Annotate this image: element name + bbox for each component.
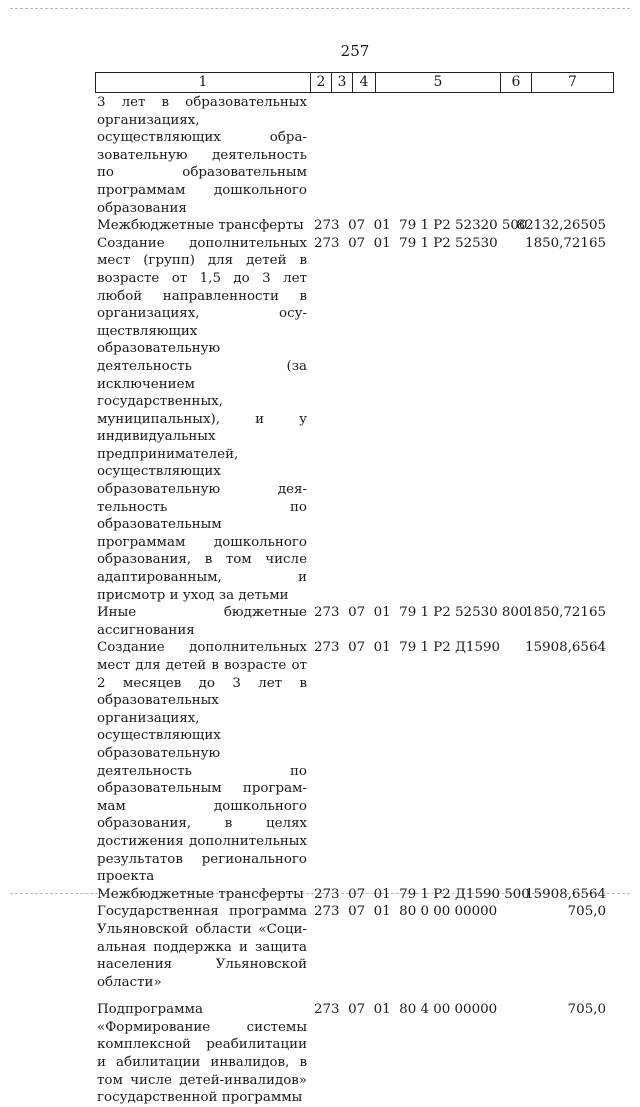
header-col-2: 2 <box>311 73 332 92</box>
table-row <box>97 94 612 217</box>
row-amount: 705,0 <box>567 1002 606 1018</box>
row-codes: 273 07 01 79 1 Р2 Д1590 <box>314 640 500 656</box>
table-row <box>97 639 612 885</box>
table-row <box>97 903 612 991</box>
row-description: Подпрограмма «Формирование системы комплексной реабилитации и абилитации инвалидов, в том числе детей-инвалидов» государственной программы <box>97 1002 307 1106</box>
row-codes: 273 07 01 79 1 Р2 52530 <box>314 235 498 251</box>
table-row <box>97 886 612 904</box>
row-amount: 705,0 <box>567 904 606 920</box>
row-spacer <box>97 991 612 1001</box>
row-description: Иные бюджетные ассигнования <box>97 605 307 638</box>
row-codes: 273 07 01 79 1 Р2 52530 800 <box>314 605 528 621</box>
header-col-5: 5 <box>376 73 501 92</box>
row-description: Межбюджетные трансферты <box>97 886 304 902</box>
row-codes: 273 07 01 80 0 00 00000 <box>314 904 498 920</box>
row-description: Межбюджетные трансферты <box>97 218 304 234</box>
header-col-6: 6 <box>501 73 532 92</box>
row-amount: 1850,72165 <box>525 605 606 621</box>
row-codes: 273 07 01 79 1 Р2 Д1590 500 <box>314 886 530 902</box>
row-description: Создание дополнительных мест (групп) для детей в возрасте от 1,5 до 3 лет любой направленности в организациях, осуществляющих образовательную деятельность (за исключением государственных, муниципальных), и у индивидуальных предпринимателей, осуществляющих образовательную деятельность по образовательным программам дошкольного образования, в том числе адаптированным, и присмотр и уход за детьми <box>97 235 307 603</box>
header-col-1: 1 <box>96 73 311 92</box>
row-description: 3 лет в образовательных организациях, осуществляющих образовательную деятельность по образовательным программам дошкольного образования <box>97 95 307 216</box>
row-codes: 273 07 01 79 1 Р2 52320 500 <box>314 218 528 234</box>
row-amount: 15908,6564 <box>525 640 606 656</box>
table-row <box>97 1001 612 1107</box>
header-col-4: 4 <box>353 73 376 92</box>
page-number: 257 <box>340 42 370 60</box>
table-header <box>95 72 614 93</box>
row-description: Государственная программа Ульяновской области «Социальная поддержка и защита населения Ульяновской области» <box>97 904 307 990</box>
table-row <box>97 235 612 604</box>
top-scan-edge <box>10 8 630 9</box>
table-body <box>97 94 612 1107</box>
row-amount: 82132,26505 <box>516 218 606 234</box>
header-col-3: 3 <box>332 73 353 92</box>
table-row <box>97 604 612 639</box>
header-col-7: 7 <box>568 74 577 90</box>
row-description: Создание дополнительных мест для детей в возрасте от 2 месяцев до 3 лет в образовательных организациях, осуществляющих образовательную деятельность по образовательным программам дошкольного образования, в целях достижения дополнительных результатов регионального проекта <box>97 640 307 885</box>
row-codes: 273 07 01 80 4 00 00000 <box>314 1002 498 1018</box>
row-amount: 15908,6564 <box>525 886 606 902</box>
row-amount: 1850,72165 <box>525 235 606 251</box>
table-row <box>97 217 612 235</box>
